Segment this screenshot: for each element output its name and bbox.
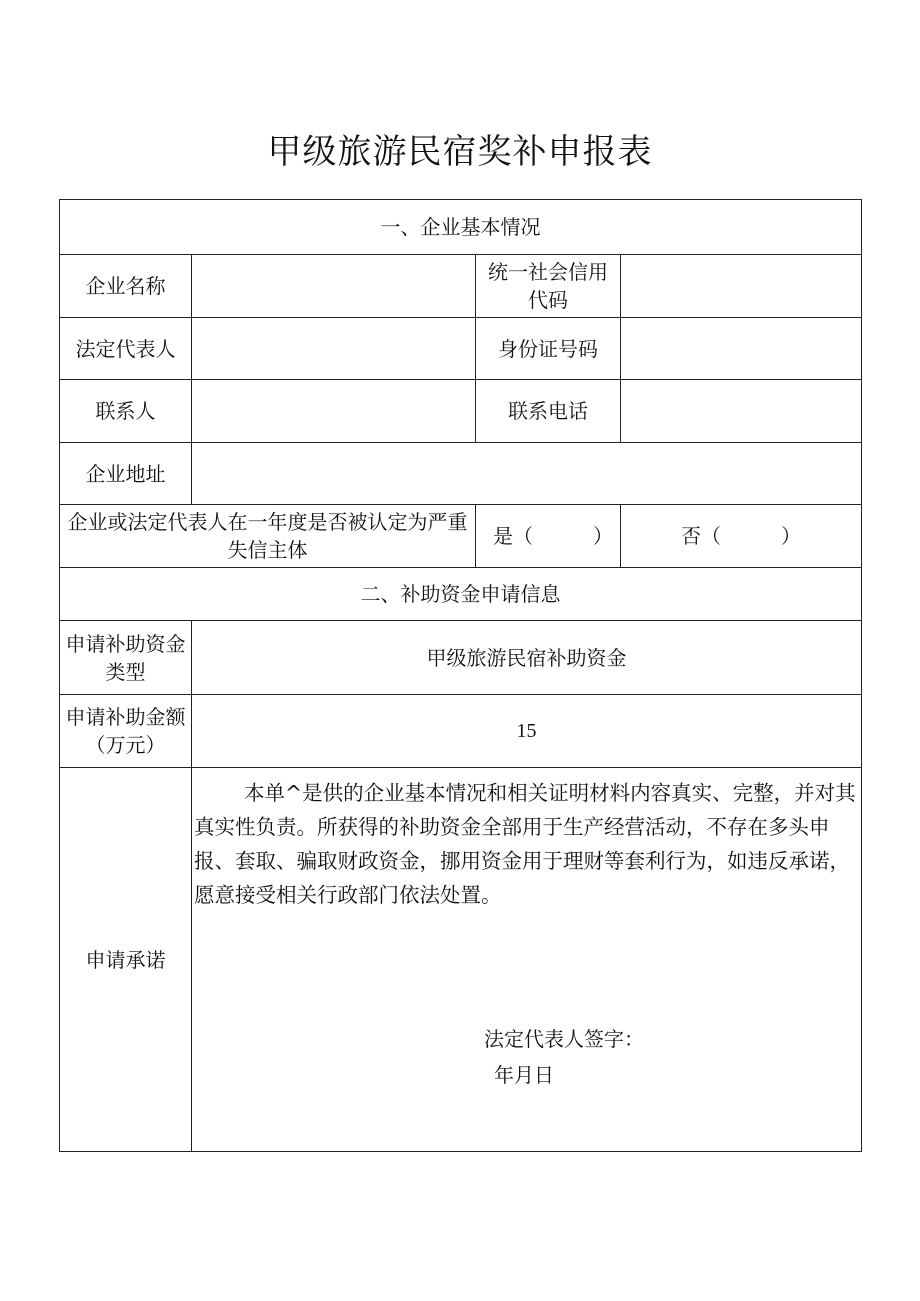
table-row — [60, 621, 862, 695]
id-number-field[interactable] — [621, 318, 862, 380]
signature-label: 法定代表人签字： — [484, 1027, 644, 1051]
application-form-table — [59, 199, 862, 1152]
dishonest-question: 企业或法定代表人在一年度是否被认定为严重失信主体 — [60, 505, 476, 568]
no-option[interactable]: 否（ ） — [621, 505, 862, 568]
table-row — [60, 695, 862, 768]
table-row — [60, 443, 862, 505]
section-row — [60, 200, 862, 255]
table-row — [60, 505, 862, 568]
yes-option[interactable]: 是（ ） — [476, 505, 621, 568]
company-name-field[interactable] — [192, 255, 476, 318]
address-field[interactable] — [192, 443, 862, 505]
signature-block — [484, 1021, 644, 1093]
table-row — [60, 768, 862, 1152]
section-heading-basic-info: 一、企业基本情况 — [60, 200, 862, 255]
subsidy-amount-value: 15 — [192, 695, 862, 768]
legal-rep-label: 法定代表人 — [60, 318, 192, 380]
subsidy-type-value: 甲级旅游民宿补助资金 — [192, 621, 862, 695]
id-number-label: 身份证号码 — [476, 318, 621, 380]
pledge-label: 申请承诺 — [60, 768, 192, 1152]
phone-label: 联系电话 — [476, 380, 621, 443]
pledge-cell — [192, 768, 862, 1152]
phone-field[interactable] — [621, 380, 862, 443]
section-heading-subsidy-info: 二、补助资金申请信息 — [60, 568, 862, 621]
page-title: 甲级旅游民宿奖补申报表 — [267, 132, 653, 172]
subsidy-type-label: 申请补助资金类型 — [60, 621, 192, 695]
section-row — [60, 568, 862, 621]
legal-rep-field[interactable] — [192, 318, 476, 380]
contact-field[interactable] — [192, 380, 476, 443]
table-row — [60, 318, 862, 380]
address-label: 企业地址 — [60, 443, 192, 505]
pledge-text: 本单^是供的企业基本情况和相关证明材料内容真实、完整，并对其真实性负责。所获得的补助资金全部用于生产经营活动，不存在多头申报、套取、骗取财政资金，挪用资金用于理财等套利行为，如违反承诺，愿意接受相关行政部门依法处置。 — [194, 781, 856, 907]
credit-code-field[interactable] — [621, 255, 862, 318]
contact-label: 联系人 — [60, 380, 192, 443]
date-label: 年月日 — [494, 1063, 554, 1087]
subsidy-amount-label: 申请补助金额（万元） — [60, 695, 192, 768]
table-row — [60, 255, 862, 318]
table-row — [60, 380, 862, 443]
credit-code-label: 统一社会信用代码 — [476, 255, 621, 318]
company-name-label: 企业名称 — [60, 255, 192, 318]
